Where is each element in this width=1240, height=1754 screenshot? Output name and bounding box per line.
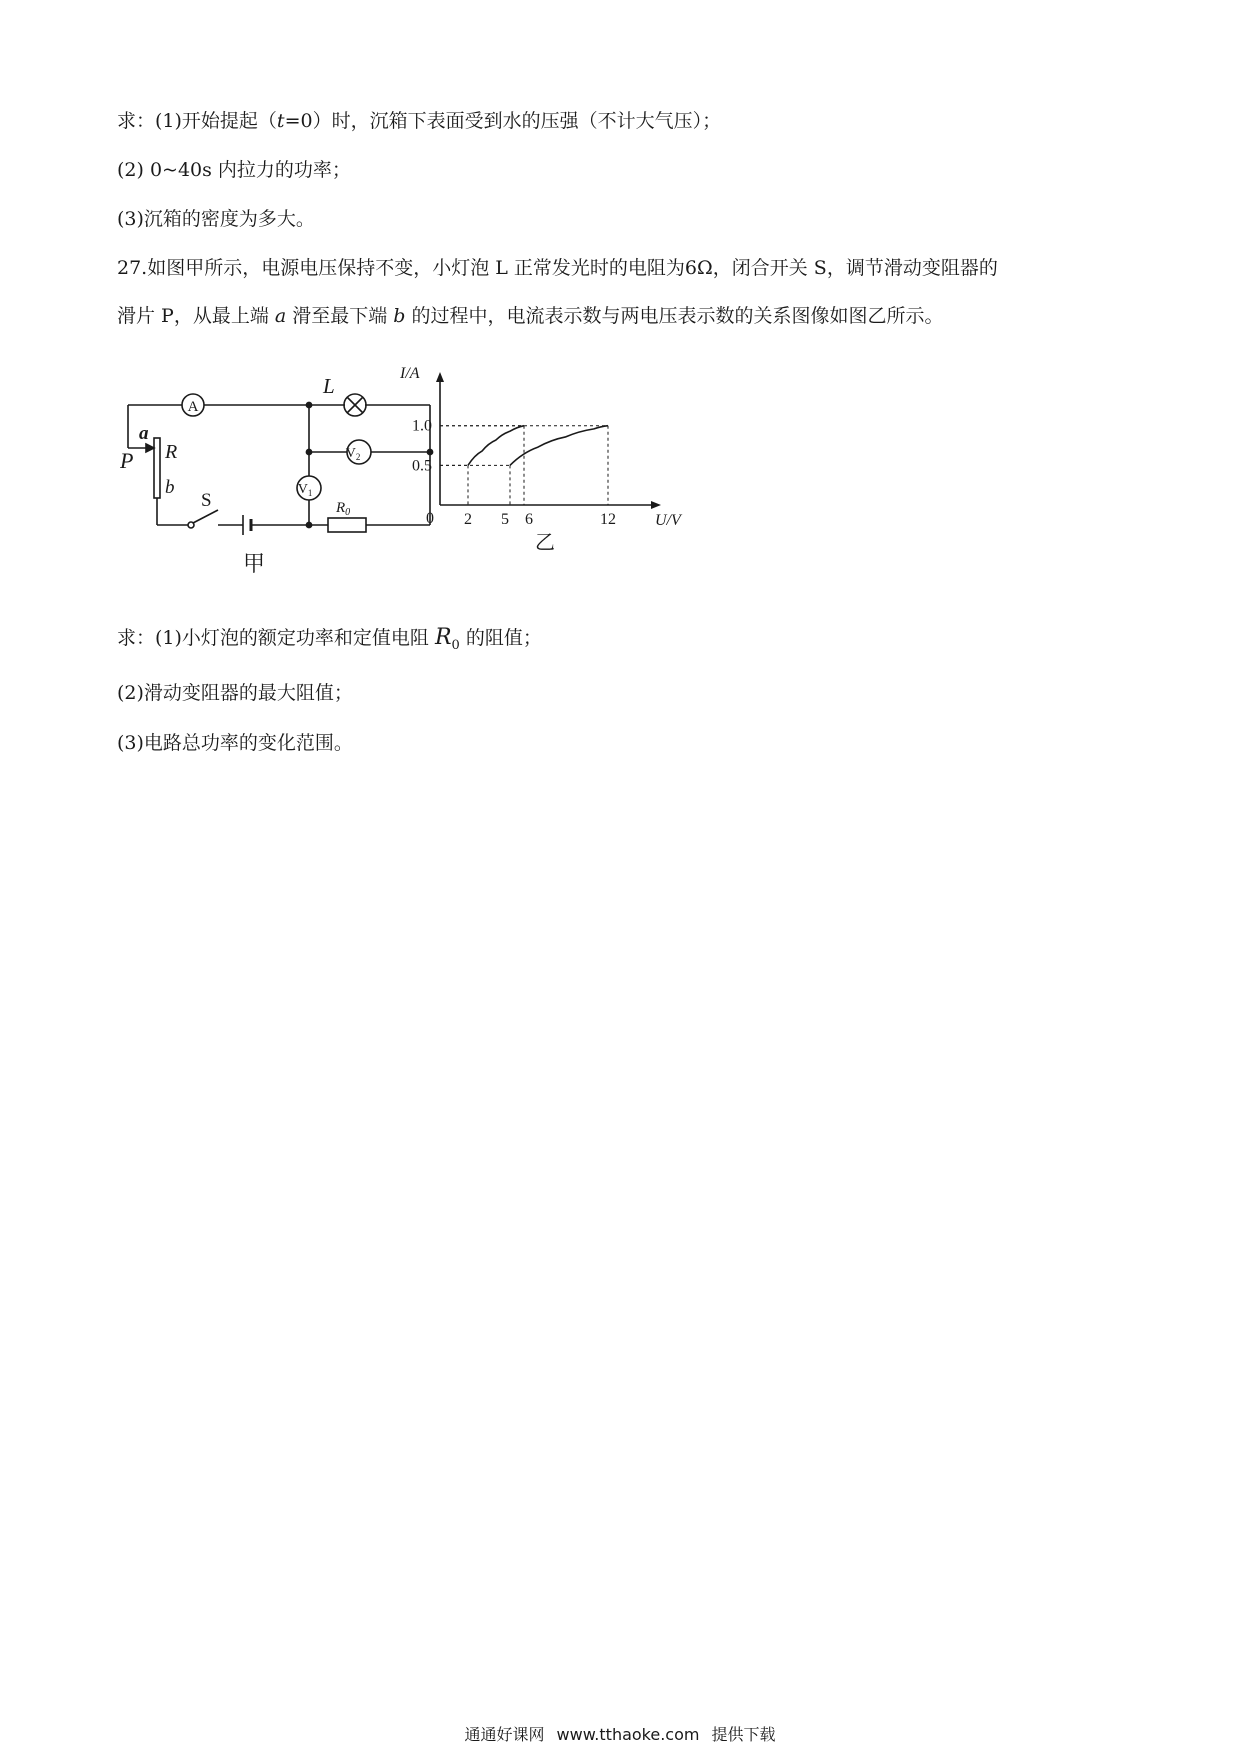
switch-lever bbox=[193, 510, 218, 523]
figure-group bbox=[120, 360, 760, 600]
y-tick-label: 1.0 bbox=[412, 417, 432, 435]
footer-url[interactable]: www.tthaoke.com bbox=[556, 1725, 700, 1744]
q26-ask-2: (2) 0~40s 内拉力的功率； bbox=[117, 159, 351, 181]
q27-intro-1: 27.如图甲所示，电源电压保持不变，小灯泡 L 正常发光时的电阻为6Ω，闭合开关 S，调节滑动变阻器的 bbox=[117, 257, 998, 279]
end-b-label: b bbox=[165, 477, 175, 498]
x-tick-label: 6 bbox=[525, 511, 533, 528]
slider-arrow bbox=[146, 444, 154, 452]
circuit-caption: 甲 bbox=[243, 551, 266, 576]
circuit-diagram-jia bbox=[128, 394, 433, 535]
junction-dot bbox=[306, 402, 311, 407]
origin-label: 0 bbox=[426, 510, 434, 527]
q26-ask-1: 求：(1)开始提起（t=0）时，沉箱下表面受到水的压强（不计大气压）； bbox=[117, 110, 722, 132]
switch-label: S bbox=[201, 490, 212, 511]
chart-series bbox=[468, 426, 608, 466]
rheostat-body bbox=[154, 438, 160, 498]
resistor-label: $R_0$ bbox=[336, 500, 351, 518]
voltmeter2-label: $V_2$ bbox=[345, 446, 361, 462]
x-tick-label: 5 bbox=[501, 511, 509, 528]
q26-ask-3: (3)沉箱的密度为多大。 bbox=[117, 208, 315, 230]
chart-ticks bbox=[412, 418, 616, 528]
x-tick-label: 12 bbox=[600, 511, 616, 528]
y-tick-label: 0.5 bbox=[412, 457, 432, 475]
q27-ask-2: (2)滑动变阻器的最大阻值； bbox=[117, 682, 353, 704]
slider-label: P bbox=[120, 448, 134, 473]
footer-site: 通通好课网 bbox=[464, 1725, 545, 1744]
rheostat-label: R bbox=[165, 441, 178, 463]
q27-ask-3: (3)电路总功率的变化范围。 bbox=[117, 732, 353, 754]
ammeter-label: A bbox=[187, 399, 199, 415]
q27-ask-1: 求：(1)小灯泡的额定功率和定值电阻 $R_0$ 的阻值； bbox=[117, 625, 542, 653]
x-tick-label: 2 bbox=[464, 511, 472, 528]
dashed-guides bbox=[440, 426, 608, 505]
y-axis-label: I/A bbox=[400, 365, 420, 382]
x-axis-arrow-icon bbox=[651, 501, 661, 509]
chart-yi bbox=[399, 365, 683, 554]
lamp-label: L bbox=[323, 374, 335, 398]
voltmeter1-label: $V_1$ bbox=[297, 482, 313, 498]
resistor-r0-body bbox=[328, 518, 366, 532]
x-axis-label: U/V bbox=[655, 512, 681, 529]
y-axis-arrow-icon bbox=[436, 372, 444, 382]
q27-intro-2: 滑片 P，从最上端 a 滑至最下端 b 的过程中，电流表示数与两电压表示数的关系图像如图乙所示。 bbox=[117, 305, 944, 327]
end-a-label: a bbox=[139, 423, 149, 444]
chart-caption: 乙 bbox=[535, 532, 555, 554]
junction-dot bbox=[306, 522, 311, 527]
page-footer bbox=[0, 1722, 1240, 1745]
junction-dot bbox=[306, 449, 311, 454]
series-line-2 bbox=[510, 426, 608, 466]
junction-dot bbox=[427, 449, 432, 454]
footer-note: 提供下载 bbox=[711, 1725, 776, 1744]
